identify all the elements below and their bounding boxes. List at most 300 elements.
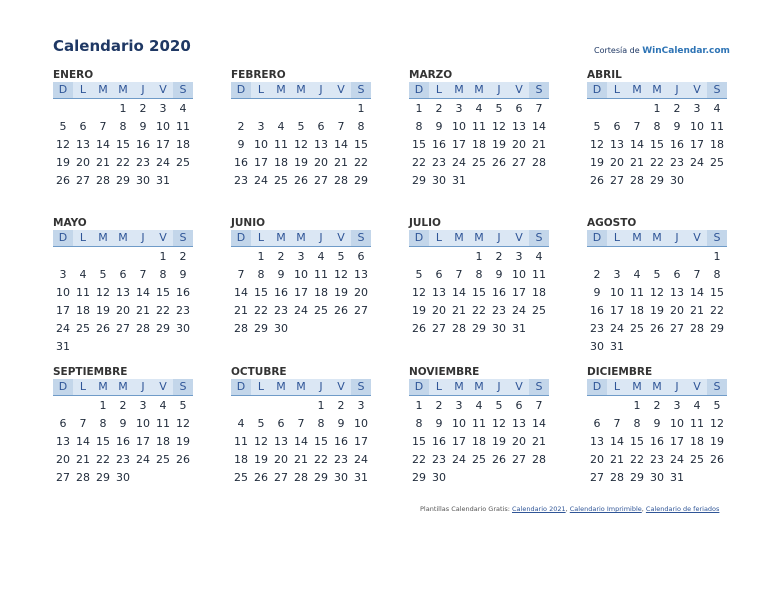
weekday-header-row xyxy=(231,379,371,396)
day-cell: 30 xyxy=(670,174,684,187)
day-cell: 12 xyxy=(334,268,348,281)
day-cell: 16 xyxy=(432,138,446,151)
weekday-header: V xyxy=(515,380,523,393)
day-cell: 20 xyxy=(116,304,130,317)
day-cell: 3 xyxy=(59,268,67,281)
weekday-header: V xyxy=(693,380,701,393)
day-cell: 21 xyxy=(532,435,546,448)
day-cell: 14 xyxy=(532,120,546,133)
day-cell: 30 xyxy=(116,471,130,484)
day-cell: 17 xyxy=(610,304,624,317)
day-cell: 14 xyxy=(234,286,248,299)
weekday-header: D xyxy=(587,379,607,395)
day-cell: 25 xyxy=(234,471,248,484)
day-cell: 15 xyxy=(354,138,368,151)
day-cell: 10 xyxy=(56,286,70,299)
day-grid xyxy=(231,100,371,190)
month-junio xyxy=(231,216,371,338)
day-cell: 13 xyxy=(590,435,604,448)
day-cell: 29 xyxy=(412,174,426,187)
day-cell: 12 xyxy=(96,286,110,299)
weekday-header-row xyxy=(409,230,549,247)
month-noviembre xyxy=(409,365,549,487)
weekday-header: M xyxy=(454,83,464,96)
weekday-header: M xyxy=(296,231,306,244)
day-cell: 6 xyxy=(357,250,365,263)
day-cell: 2 xyxy=(237,120,245,133)
day-cell: 12 xyxy=(294,138,308,151)
day-cell: 5 xyxy=(257,417,265,430)
day-cell: 15 xyxy=(254,286,268,299)
empty-day-cell xyxy=(587,397,607,415)
day-cell: 25 xyxy=(274,174,288,187)
courtesy-prefix: Cortesía de xyxy=(594,46,643,55)
weekday-header: S xyxy=(351,82,371,98)
weekday-header: V xyxy=(693,83,701,96)
weekday-header-row xyxy=(587,379,727,396)
empty-day-cell xyxy=(93,248,113,266)
day-grid xyxy=(587,397,727,487)
day-cell: 15 xyxy=(314,435,328,448)
day-cell: 2 xyxy=(139,102,147,115)
day-cell: 29 xyxy=(116,174,130,187)
day-cell: 2 xyxy=(435,102,443,115)
day-cell: 15 xyxy=(472,286,486,299)
day-cell: 20 xyxy=(56,453,70,466)
month-name: ENERO xyxy=(53,69,94,81)
weekday-header: M xyxy=(474,231,484,244)
day-cell: 22 xyxy=(472,304,486,317)
day-cell: 5 xyxy=(99,268,107,281)
weekday-header: M xyxy=(276,380,286,393)
weekday-header: D xyxy=(409,82,429,98)
day-cell: 25 xyxy=(156,453,170,466)
day-cell: 29 xyxy=(472,322,486,335)
weekday-header: M xyxy=(296,380,306,393)
day-cell: 30 xyxy=(492,322,506,335)
day-cell: 21 xyxy=(334,156,348,169)
weekday-header-row xyxy=(587,230,727,247)
day-cell: 20 xyxy=(76,156,90,169)
day-cell: 8 xyxy=(99,417,107,430)
day-cell: 15 xyxy=(630,435,644,448)
weekday-header: S xyxy=(351,230,371,246)
day-cell: 9 xyxy=(119,417,127,430)
day-cell: 17 xyxy=(254,156,268,169)
day-cell: 14 xyxy=(690,286,704,299)
weekday-header: L xyxy=(79,83,87,96)
weekday-header: M xyxy=(98,231,108,244)
day-cell: 7 xyxy=(693,268,701,281)
day-cell: 31 xyxy=(452,174,466,187)
day-cell: 13 xyxy=(274,435,288,448)
day-cell: 24 xyxy=(354,453,368,466)
day-cell: 26 xyxy=(710,453,724,466)
empty-day-cell xyxy=(53,397,73,415)
empty-day-cell xyxy=(73,397,93,415)
weekday-header: M xyxy=(474,380,484,393)
day-cell: 24 xyxy=(670,453,684,466)
month-septiembre xyxy=(53,365,193,487)
day-cell: 16 xyxy=(176,286,190,299)
day-cell: 6 xyxy=(317,120,325,133)
weekday-header: J xyxy=(319,380,323,393)
day-cell: 3 xyxy=(257,120,265,133)
weekday-header: D xyxy=(231,230,251,246)
empty-day-cell xyxy=(627,100,647,118)
weekday-header: L xyxy=(79,380,87,393)
weekday-header: D xyxy=(53,230,73,246)
wincalendar-link[interactable]: WinCalendar.com xyxy=(642,46,730,56)
weekday-header: V xyxy=(337,231,345,244)
day-cell: 29 xyxy=(710,322,724,335)
day-cell: 6 xyxy=(277,417,285,430)
day-cell: 20 xyxy=(670,304,684,317)
day-cell: 28 xyxy=(532,453,546,466)
month-name: JULIO xyxy=(409,217,441,229)
day-cell: 8 xyxy=(257,268,265,281)
empty-day-cell xyxy=(251,397,271,415)
day-cell: 26 xyxy=(96,322,110,335)
courtesy-credit xyxy=(594,46,730,56)
weekday-header: M xyxy=(474,83,484,96)
day-cell: 14 xyxy=(76,435,90,448)
day-cell: 1 xyxy=(357,102,365,115)
weekday-header: V xyxy=(693,231,701,244)
day-cell: 18 xyxy=(314,286,328,299)
day-cell: 3 xyxy=(357,399,365,412)
day-cell: 19 xyxy=(294,156,308,169)
weekday-header: D xyxy=(409,379,429,395)
day-cell: 2 xyxy=(435,399,443,412)
day-cell: 29 xyxy=(254,322,268,335)
day-cell: 1 xyxy=(475,250,483,263)
day-cell: 10 xyxy=(670,417,684,430)
day-grid xyxy=(587,100,727,190)
day-grid xyxy=(231,397,371,487)
empty-day-cell xyxy=(271,397,291,415)
day-cell: 7 xyxy=(535,102,543,115)
day-cell: 21 xyxy=(532,138,546,151)
day-cell: 19 xyxy=(96,304,110,317)
day-cell: 8 xyxy=(119,120,127,133)
day-grid xyxy=(587,248,727,356)
day-cell: 30 xyxy=(650,471,664,484)
day-cell: 22 xyxy=(650,156,664,169)
day-cell: 22 xyxy=(254,304,268,317)
day-cell: 11 xyxy=(274,138,288,151)
day-cell: 9 xyxy=(495,268,503,281)
weekday-header: D xyxy=(231,379,251,395)
day-cell: 3 xyxy=(613,268,621,281)
empty-day-cell xyxy=(607,248,627,266)
weekday-header: L xyxy=(435,231,443,244)
day-cell: 29 xyxy=(354,174,368,187)
day-cell: 8 xyxy=(633,417,641,430)
day-cell: 12 xyxy=(56,138,70,151)
day-cell: 3 xyxy=(139,399,147,412)
footer-sep-1: , xyxy=(565,505,570,513)
printable-calendar-link[interactable]: Calendario Imprimible xyxy=(569,505,642,513)
day-cell: 12 xyxy=(412,286,426,299)
empty-day-cell xyxy=(53,100,73,118)
weekday-header: J xyxy=(497,83,501,96)
day-cell: 5 xyxy=(415,268,423,281)
weekday-header: M xyxy=(98,83,108,96)
day-cell: 15 xyxy=(412,435,426,448)
day-cell: 24 xyxy=(610,322,624,335)
day-cell: 31 xyxy=(354,471,368,484)
empty-day-cell xyxy=(587,100,607,118)
weekday-header: M xyxy=(118,83,128,96)
weekday-header-row xyxy=(409,379,549,396)
day-cell: 22 xyxy=(412,156,426,169)
day-cell: 23 xyxy=(650,453,664,466)
holiday-calendar-link[interactable]: Calendario de feriados xyxy=(645,505,720,513)
day-cell: 23 xyxy=(432,453,446,466)
day-cell: 11 xyxy=(472,417,486,430)
day-cell: 3 xyxy=(673,399,681,412)
page-title: Calendario 2020 xyxy=(53,37,191,55)
day-cell: 19 xyxy=(590,156,604,169)
day-cell: 11 xyxy=(532,268,546,281)
day-cell: 23 xyxy=(432,156,446,169)
weekday-header: L xyxy=(257,231,265,244)
day-cell: 14 xyxy=(610,435,624,448)
day-cell: 16 xyxy=(136,138,150,151)
day-cell: 19 xyxy=(492,138,506,151)
day-cell: 27 xyxy=(512,453,526,466)
day-cell: 2 xyxy=(179,250,187,263)
day-cell: 12 xyxy=(590,138,604,151)
weekday-header: J xyxy=(497,380,501,393)
day-cell: 28 xyxy=(690,322,704,335)
day-cell: 15 xyxy=(96,435,110,448)
day-cell: 4 xyxy=(277,120,285,133)
day-cell: 16 xyxy=(334,435,348,448)
weekday-header: J xyxy=(319,83,323,96)
month-name: AGOSTO xyxy=(587,217,637,229)
day-cell: 19 xyxy=(56,156,70,169)
empty-day-cell xyxy=(231,248,251,266)
day-cell: 13 xyxy=(512,120,526,133)
day-cell: 24 xyxy=(690,156,704,169)
day-cell: 24 xyxy=(512,304,526,317)
day-cell: 7 xyxy=(455,268,463,281)
day-cell: 9 xyxy=(277,268,285,281)
weekday-header: V xyxy=(515,231,523,244)
day-cell: 30 xyxy=(590,340,604,353)
footer-links xyxy=(420,505,719,513)
empty-day-cell xyxy=(667,248,687,266)
day-cell: 31 xyxy=(610,340,624,353)
day-cell: 19 xyxy=(710,435,724,448)
day-cell: 22 xyxy=(116,156,130,169)
empty-day-cell xyxy=(73,248,93,266)
day-cell: 22 xyxy=(354,156,368,169)
day-cell: 19 xyxy=(412,304,426,317)
day-cell: 19 xyxy=(492,435,506,448)
footer-prefix: Plantillas Calendario Gratis: xyxy=(420,505,512,513)
day-grid xyxy=(409,248,549,338)
day-cell: 5 xyxy=(713,399,721,412)
day-cell: 2 xyxy=(119,399,127,412)
day-cell: 13 xyxy=(670,286,684,299)
weekday-header: L xyxy=(79,231,87,244)
day-cell: 25 xyxy=(176,156,190,169)
day-cell: 30 xyxy=(432,471,446,484)
day-cell: 31 xyxy=(156,174,170,187)
day-cell: 27 xyxy=(314,174,328,187)
day-cell: 1 xyxy=(99,399,107,412)
day-cell: 6 xyxy=(119,268,127,281)
day-cell: 28 xyxy=(610,471,624,484)
month-name: MARZO xyxy=(409,69,453,81)
weekday-header: M xyxy=(652,380,662,393)
weekday-header: J xyxy=(141,83,145,96)
day-cell: 4 xyxy=(535,250,543,263)
day-cell: 10 xyxy=(156,120,170,133)
weekday-header-row xyxy=(231,82,371,99)
day-cell: 16 xyxy=(274,286,288,299)
day-cell: 16 xyxy=(670,138,684,151)
day-cell: 11 xyxy=(472,120,486,133)
day-cell: 26 xyxy=(590,174,604,187)
weekday-header: L xyxy=(257,83,265,96)
month-enero xyxy=(53,68,193,190)
weekday-header: M xyxy=(652,83,662,96)
month-julio xyxy=(409,216,549,338)
empty-day-cell xyxy=(113,248,133,266)
empty-day-cell xyxy=(429,248,449,266)
empty-day-cell xyxy=(607,397,627,415)
day-cell: 16 xyxy=(650,435,664,448)
day-cell: 24 xyxy=(294,304,308,317)
day-cell: 7 xyxy=(297,417,305,430)
weekday-header: D xyxy=(53,82,73,98)
day-cell: 17 xyxy=(294,286,308,299)
day-cell: 19 xyxy=(334,286,348,299)
day-cell: 8 xyxy=(317,417,325,430)
day-cell: 8 xyxy=(713,268,721,281)
day-cell: 13 xyxy=(512,417,526,430)
day-cell: 14 xyxy=(334,138,348,151)
day-cell: 16 xyxy=(234,156,248,169)
day-cell: 10 xyxy=(354,417,368,430)
day-cell: 20 xyxy=(274,453,288,466)
day-grid xyxy=(409,397,549,487)
weekday-header: S xyxy=(173,379,193,395)
day-cell: 8 xyxy=(415,120,423,133)
weekday-header: S xyxy=(707,379,727,395)
day-cell: 28 xyxy=(234,322,248,335)
weekday-header: M xyxy=(632,231,642,244)
weekday-header: J xyxy=(675,380,679,393)
day-cell: 1 xyxy=(317,399,325,412)
day-cell: 7 xyxy=(613,417,621,430)
day-cell: 10 xyxy=(294,268,308,281)
month-febrero xyxy=(231,68,371,190)
weekday-header: J xyxy=(141,380,145,393)
day-cell: 27 xyxy=(56,471,70,484)
weekday-header: M xyxy=(296,83,306,96)
day-cell: 21 xyxy=(76,453,90,466)
day-cell: 30 xyxy=(274,322,288,335)
day-cell: 9 xyxy=(435,120,443,133)
day-cell: 20 xyxy=(512,138,526,151)
day-cell: 25 xyxy=(472,453,486,466)
day-cell: 1 xyxy=(257,250,265,263)
day-cell: 13 xyxy=(116,286,130,299)
day-cell: 25 xyxy=(710,156,724,169)
day-cell: 31 xyxy=(512,322,526,335)
weekday-header: S xyxy=(707,230,727,246)
day-cell: 26 xyxy=(294,174,308,187)
weekday-header-row xyxy=(409,82,549,99)
empty-day-cell xyxy=(409,248,429,266)
day-cell: 2 xyxy=(337,399,345,412)
day-cell: 21 xyxy=(234,304,248,317)
weekday-header: J xyxy=(141,231,145,244)
day-cell: 20 xyxy=(354,286,368,299)
day-cell: 6 xyxy=(593,417,601,430)
weekday-header: S xyxy=(707,82,727,98)
day-cell: 15 xyxy=(710,286,724,299)
day-cell: 7 xyxy=(535,399,543,412)
empty-day-cell xyxy=(93,100,113,118)
day-cell: 25 xyxy=(532,304,546,317)
day-cell: 4 xyxy=(317,250,325,263)
day-cell: 16 xyxy=(492,286,506,299)
month-agosto xyxy=(587,216,727,356)
day-cell: 18 xyxy=(472,435,486,448)
day-cell: 12 xyxy=(492,417,506,430)
day-cell: 28 xyxy=(96,174,110,187)
day-grid xyxy=(409,100,549,190)
empty-day-cell xyxy=(53,248,73,266)
calendar-2021-link[interactable]: Calendario 2021 xyxy=(512,505,566,513)
month-octubre xyxy=(231,365,371,487)
day-cell: 22 xyxy=(314,453,328,466)
weekday-header: M xyxy=(632,380,642,393)
day-cell: 6 xyxy=(515,399,523,412)
day-cell: 28 xyxy=(334,174,348,187)
day-cell: 30 xyxy=(136,174,150,187)
empty-day-cell xyxy=(687,248,707,266)
day-cell: 21 xyxy=(630,156,644,169)
weekday-header: M xyxy=(276,83,286,96)
day-cell: 9 xyxy=(673,120,681,133)
day-cell: 18 xyxy=(76,304,90,317)
day-cell: 17 xyxy=(156,138,170,151)
day-cell: 13 xyxy=(610,138,624,151)
day-cell: 20 xyxy=(432,304,446,317)
weekday-header: L xyxy=(613,83,621,96)
day-cell: 21 xyxy=(96,156,110,169)
weekday-header-row xyxy=(231,230,371,247)
day-cell: 22 xyxy=(96,453,110,466)
weekday-header: J xyxy=(497,231,501,244)
day-cell: 6 xyxy=(673,268,681,281)
day-cell: 13 xyxy=(314,138,328,151)
weekday-header: V xyxy=(159,231,167,244)
day-cell: 15 xyxy=(116,138,130,151)
day-cell: 25 xyxy=(690,453,704,466)
day-cell: 1 xyxy=(415,102,423,115)
day-cell: 26 xyxy=(334,304,348,317)
day-cell: 7 xyxy=(237,268,245,281)
day-cell: 1 xyxy=(159,250,167,263)
